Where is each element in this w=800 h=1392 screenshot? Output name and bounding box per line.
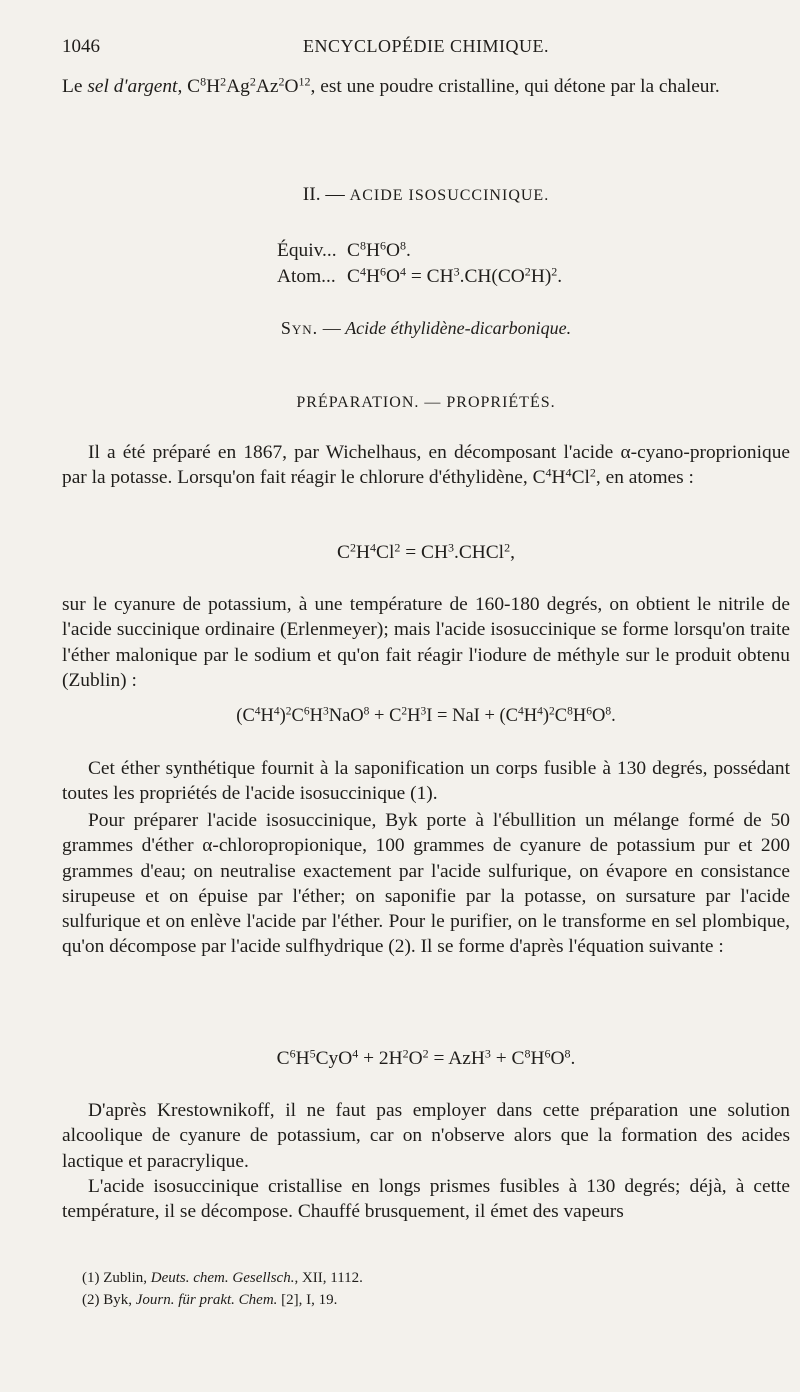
intro-paragraph: Le sel d'argent, $C^8H^2Ag^2Az^2O^{12}$, est une poudre cristalline, qui détone par la chaleur. <box>62 74 720 97</box>
footnote-2: (2) Byk, Journ. für prakt. Chem. [2], I, 19. <box>82 1292 338 1308</box>
paragraph-6: L'acide isosuccinique cristallise en longs prismes fusibles à 130 degrés; déjà, à cette température, il se décompose. Chauffé brusquement, il émet des vapeurs <box>62 1176 790 1223</box>
footnote-1: (1) Zublin, Deuts. chem. Gesellsch., XII, 1112. <box>82 1270 363 1286</box>
atom-formula: $C^4H^6O^4 = CH^3.CH(CO^2H)^2$. <box>347 264 563 287</box>
paragraph-1: Il a été préparé en 1867, par Wichelhaus, en décomposant l'acide α-cyano-proprionique par la potasse. Lorsqu'on fait réagir le chlorure d'éthylidène, $C^4H^4Cl^2$, en atomes : <box>62 442 790 489</box>
paragraph-4: Pour préparer l'acide isosuccinique, Byk porte à l'ébullition un mélange formé de 50 grammes d'éther α-chloropropionique, 100 grammes de cyanure de potassium pur et 200 grammes d'eau; on neutralise exactement par l'acide sulfurique, on évapore en consistance sirupeuse et on épuise par l'éther; on saponifie par la potasse, on sursature par l'acide sulfurique et on enlève l'acide par l'éther. Pour le purifier, on le transforme en sel plombique, qu'on décompose par l'acide sulfhydrique (2). Il se forme d'après l'équation suivante : <box>62 810 790 958</box>
paragraph-2: sur le cyanure de potassium, à une température de 160-180 degrés, on obtient le nitrile de l'acide succinique ordinaire (Erlenmeyer); mais l'acide isosuccinique se forme lorsqu'on traite l'éther malonique par le sodium et qu'on fait réagir l'iodure de méthyle sur le produit obtenu (Zublin) : <box>62 594 790 691</box>
equation-3: $C^6H^5CyO^4 + 2H^2O^2 = AzH^3 + C^8H^6O^8$. <box>276 1046 576 1069</box>
paragraph-3: Cet éther synthétique fournit à la saponification un corps fusible à 130 degrés, possédant toutes les propriétés de l'acide isosuccinique (1). <box>62 758 790 805</box>
equation-1: $C^2H^4Cl^2$ = $CH^3.CHCl^2$, <box>337 540 515 563</box>
equiv-formula: $C^8H^6O^8$. <box>347 238 411 261</box>
atom-label: Atom... <box>277 266 336 287</box>
paragraph-5: D'après Krestownikoff, il ne faut pas employer dans cette préparation une solution alcoolique de cyanure de potassium, car on n'observe alors que la formation des acides lactique et paracrylique. <box>62 1100 790 1172</box>
subsection-heading: PRÉPARATION. — PROPRIÉTÉS. <box>296 394 556 411</box>
page-header <box>62 36 790 60</box>
section-title: II. — ACIDE ISOSUCCINIQUE. <box>302 184 550 205</box>
running-title: ENCYCLOPÉDIE CHIMIQUE. <box>303 36 549 56</box>
page-number: 1046 <box>62 36 100 57</box>
formula-block <box>277 238 562 290</box>
synonym-line: Syn. — Acide éthylidène-dicarbonique. <box>280 318 572 338</box>
equation-2: $(C^4H^4)^2C^6H^3NaO^8 + C^2H^3I$ = NaI + $(C^4H^4)^2C^8H^6O^8$. <box>236 705 616 726</box>
equiv-label: Équiv... <box>277 240 337 261</box>
